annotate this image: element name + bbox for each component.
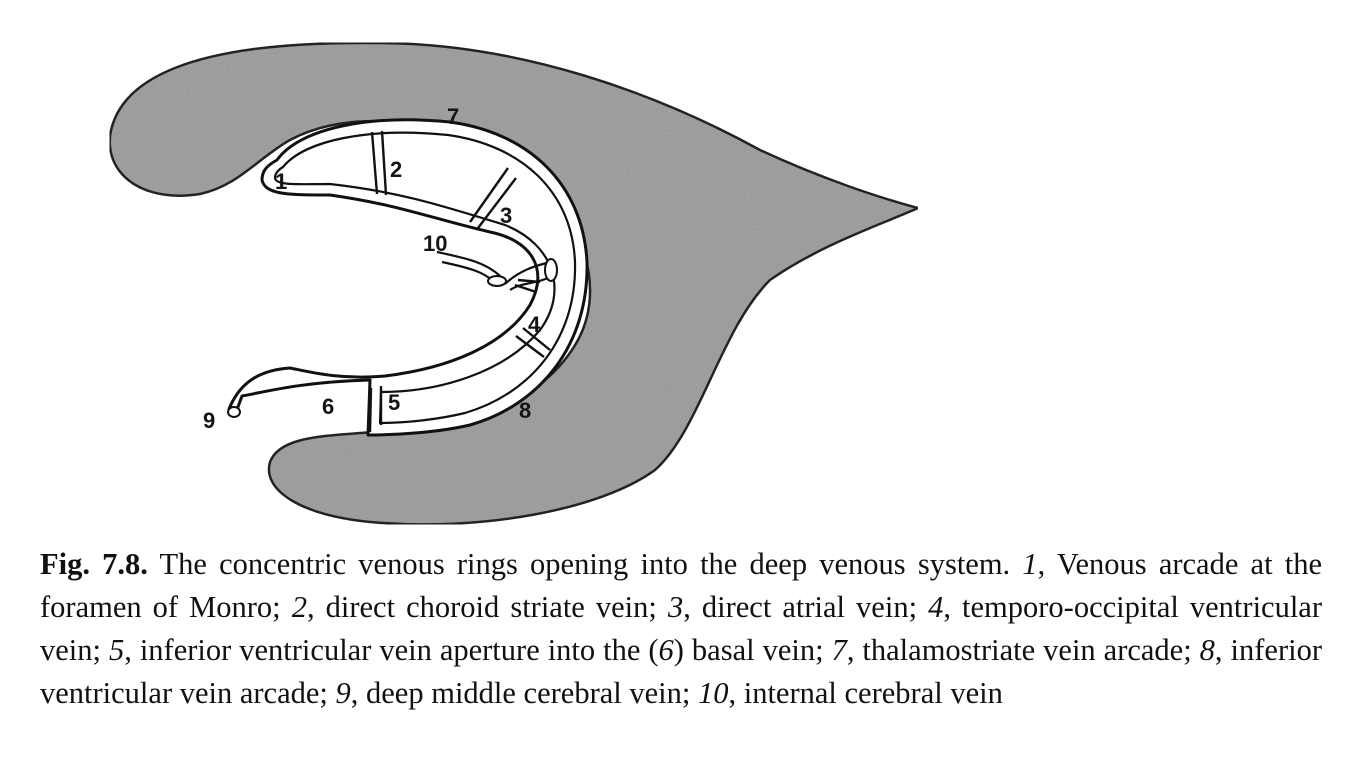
deep-middle-cerebral-vein-opening: [228, 407, 240, 417]
label-8: 8: [519, 398, 532, 423]
caption-ref-5: 5: [108, 633, 125, 667]
label-1: 1: [275, 169, 288, 194]
caption-seg-2: , Venous arcade at the foramen of Monro;: [40, 547, 1322, 624]
caption-ref-1: 1: [1022, 547, 1038, 581]
caption-seg-18: , deep middle cerebral vein;: [350, 676, 698, 710]
caption-seg-4: , direct choroid striate vein;: [306, 590, 668, 624]
label-10: 10: [423, 231, 448, 256]
caption-body: [40, 547, 1322, 710]
brain-silhouette: [110, 43, 918, 524]
caption-seg-20: , internal cerebral vein: [728, 676, 1003, 710]
figure-caption: [40, 543, 1322, 715]
label-2: 2: [390, 157, 403, 182]
caption-seg-14: , thalamostriate vein arcade;: [846, 633, 1200, 667]
caption-ref-6: 6: [658, 633, 674, 667]
caption-ref-10: 10: [697, 676, 729, 710]
label-6: 6: [322, 394, 335, 419]
caption-seg-6: , direct atrial vein;: [683, 590, 929, 624]
label-5: 5: [388, 390, 401, 415]
caption-seg-8: , temporo-occipital ventricular vein;: [40, 590, 1322, 667]
label-9: 9: [203, 408, 216, 433]
label-7: 7: [447, 104, 460, 129]
caption-ref-3: 3: [667, 590, 684, 624]
label-4: 4: [528, 312, 541, 337]
internal-cerebral-vein-opening: [488, 276, 506, 286]
caption-seg-16: , inferior ventricular vein arcade;: [40, 633, 1322, 710]
caption-seg-0: The concentric venous rings opening into the deep venous system.: [147, 547, 1023, 581]
caption-seg-10: , inferior ventricular vein aperture into the (: [124, 633, 659, 667]
caption-label: Fig. 7.8.: [40, 547, 148, 581]
caption-ref-7: 7: [831, 633, 847, 667]
great-vein-opening: [545, 259, 557, 281]
caption-ref-9: 9: [335, 676, 351, 710]
label-3: 3: [500, 203, 513, 228]
caption-ref-8: 8: [1199, 633, 1215, 667]
caption-ref-2: 2: [291, 590, 307, 624]
caption-seg-12: ) basal vein;: [673, 633, 832, 667]
caption-ref-4: 4: [928, 590, 944, 624]
